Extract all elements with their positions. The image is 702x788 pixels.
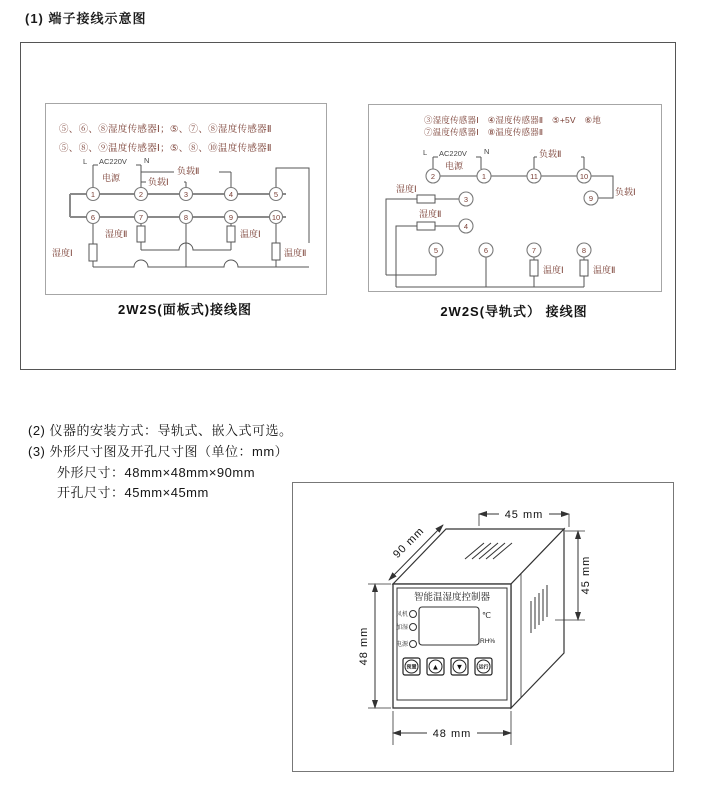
cutout-size-line: 开孔尺寸：45mm×45mm: [57, 485, 209, 500]
dimension-bottom-48mm: [393, 711, 511, 745]
install-method-line: (2) 仪器的安装方式：导轨式、嵌入式可选。: [28, 423, 293, 438]
panel-wiring-diagram: [46, 104, 324, 292]
panel-power-bracket: [83, 156, 149, 188]
svg-text:2: 2: [430, 172, 436, 181]
rail-terminals: [426, 169, 598, 257]
svg-text:1: 1: [90, 190, 96, 199]
led-label-humidify: 加湿: [395, 625, 408, 631]
set-button-label: 预置: [406, 664, 417, 671]
svg-text:6: 6: [90, 213, 96, 222]
power-led: [410, 641, 417, 648]
label-power: 电源: [445, 161, 464, 171]
panel-sensors: [52, 226, 306, 261]
rail-humidity-sensors: [386, 183, 459, 287]
label-temp2: 温度Ⅱ: [284, 248, 307, 258]
temp2-sensor: [272, 243, 280, 260]
label-power: 电源: [102, 173, 121, 183]
svg-text:4: 4: [228, 190, 234, 199]
run-button-label: 运行: [478, 664, 489, 671]
svg-text:5: 5: [273, 190, 279, 199]
panel-terminal-strip: [70, 194, 286, 217]
label-load2: 负载Ⅱ: [539, 149, 562, 159]
rail-legend-line1: ③湿度传感器Ⅰ ④湿度传感器Ⅱ ⑤+5V ⑥地: [424, 115, 602, 125]
svg-text:7: 7: [531, 246, 537, 255]
outline-size-line: 外形尺寸：48mm×48mm×90mm: [57, 465, 256, 480]
svg-text:48 mm: 48 mm: [358, 626, 370, 666]
led-label-power: 电源: [395, 642, 408, 648]
svg-text:1: 1: [481, 172, 487, 181]
led-label-fan: 风机: [395, 612, 408, 618]
humidity2-sensor: [137, 226, 145, 242]
svg-text:45 mm: 45 mm: [580, 555, 592, 595]
celsius-unit: ℃: [482, 611, 491, 620]
label-temp1: 温度Ⅰ: [240, 229, 261, 239]
label-temp1: 温度Ⅰ: [543, 265, 564, 275]
lcd-display: [419, 607, 479, 645]
svg-text:9: 9: [228, 213, 234, 222]
dimension-drawing-box: [292, 482, 674, 772]
svg-text:8: 8: [183, 213, 189, 222]
label-ac220v: AC220V: [99, 157, 127, 166]
svg-text:3: 3: [183, 190, 189, 199]
svg-text:5: 5: [433, 246, 439, 255]
dimension-top-45mm: [479, 507, 569, 527]
rail-load2-bracket: [534, 148, 584, 169]
panel-load1-bracket: [141, 176, 186, 188]
svg-text:8: 8: [581, 246, 587, 255]
label-humidity1: 湿度Ⅰ: [52, 248, 73, 258]
label-humidity2: 湿度Ⅱ: [105, 229, 128, 239]
dimension-heading-line: (3) 外形尺寸图及开孔尺寸图（单位：mm）: [28, 444, 289, 459]
down-arrow-icon: ▼: [455, 662, 464, 672]
label-L: L: [83, 157, 88, 166]
label-L: L: [423, 148, 428, 157]
svg-text:48 mm: 48 mm: [432, 728, 472, 740]
svg-text:10: 10: [271, 213, 281, 222]
fan-led: [410, 611, 417, 618]
rail-diagram-caption: 2W2S(导轨式） 接线图: [440, 304, 588, 319]
page-title: (1) 端子接线示意图: [25, 11, 147, 26]
label-load2: 负载Ⅱ: [177, 166, 200, 176]
label-humidity2: 湿度Ⅱ: [419, 209, 442, 219]
temp1-sensor: [530, 260, 538, 276]
svg-text:11: 11: [530, 172, 538, 181]
rail-legend-line2: ⑦温度传感器Ⅰ ⑧温度传感器Ⅱ: [424, 127, 544, 137]
svg-text:90 mm: 90 mm: [390, 524, 427, 561]
rail-wiring-diagram: [369, 105, 659, 289]
humidity1-sensor: [417, 195, 435, 203]
humidify-led: [410, 624, 417, 631]
label-N: N: [144, 156, 150, 165]
svg-text:45 mm: 45 mm: [504, 509, 544, 521]
dimension-drawing: [293, 483, 671, 769]
temp1-sensor: [227, 226, 235, 242]
rail-temp-sensors: [530, 260, 615, 276]
humidity2-sensor: [417, 222, 435, 230]
svg-text:7: 7: [138, 213, 144, 222]
temp2-sensor: [580, 260, 588, 276]
label-load1: 负载Ⅰ: [148, 177, 169, 187]
label-N: N: [484, 147, 490, 156]
svg-text:9: 9: [588, 194, 594, 203]
device-title: 智能温湿度控制器: [413, 592, 491, 603]
panel-note-line2: ⑤、⑧、⑨温度传感器Ⅰ；⑤、⑧、⑩温度传感器Ⅱ: [59, 143, 272, 154]
svg-text:3: 3: [463, 195, 469, 204]
rail-type-diagram-box: [368, 104, 662, 292]
rail-power-bracket: [423, 147, 489, 171]
svg-text:2: 2: [138, 190, 144, 199]
svg-text:4: 4: [463, 222, 469, 231]
rh-unit: RH%: [480, 638, 496, 645]
panel-note-line1: ⑤、⑥、⑧湿度传感器Ⅰ；⑤、⑦、⑧湿度传感器Ⅱ: [59, 124, 272, 135]
dimension-left-48mm: [358, 584, 391, 708]
front-panel: [396, 588, 507, 700]
humidity1-sensor: [89, 244, 97, 261]
up-arrow-icon: ▲: [431, 662, 440, 672]
panel-diagram-caption: 2W2S(面板式)接线图: [117, 302, 253, 317]
label-temp2: 温度Ⅱ: [593, 265, 616, 275]
svg-text:10: 10: [579, 172, 589, 181]
svg-text:6: 6: [483, 246, 489, 255]
label-ac220v: AC220V: [439, 149, 467, 158]
label-humidity1: 湿度Ⅰ: [396, 184, 417, 194]
panel-type-diagram-box: [45, 103, 327, 295]
label-load1: 负载Ⅰ: [615, 187, 636, 197]
